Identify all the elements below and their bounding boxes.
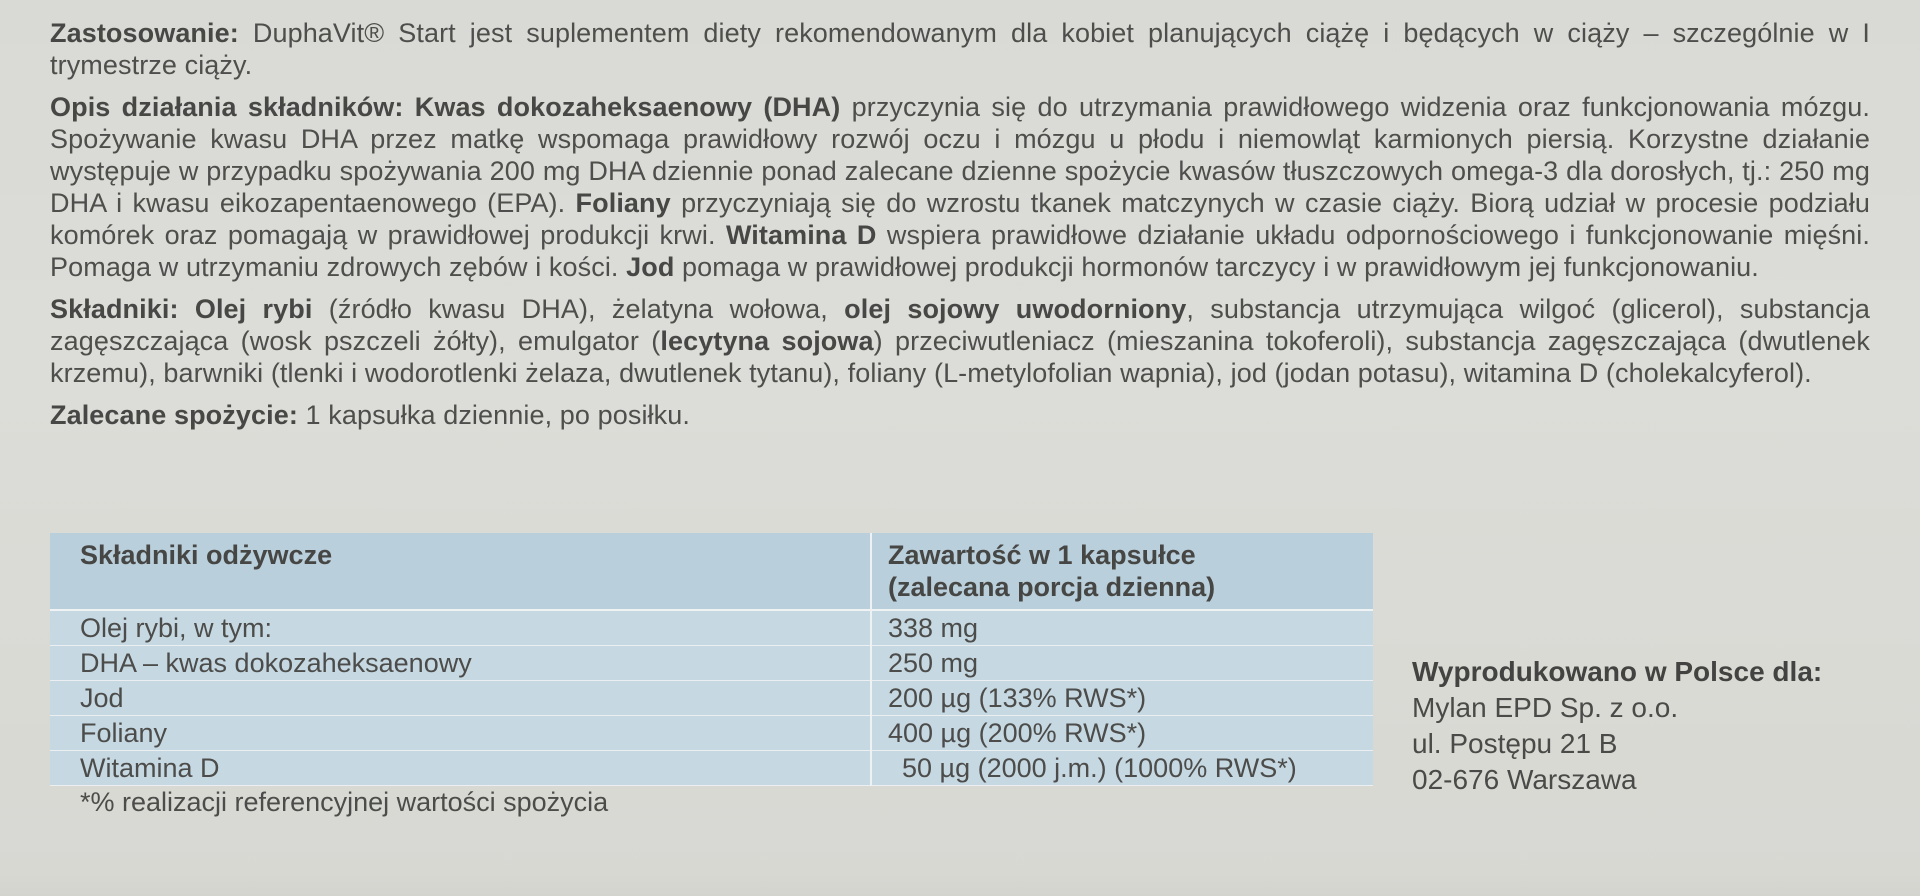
header-nutrients-label: Składniki odżywcze (80, 540, 333, 570)
lecytyna-label: lecytyna sojowa (660, 326, 874, 356)
header-content-line1: Zawartość w 1 kapsułce (888, 540, 1196, 570)
table-row (50, 751, 1373, 786)
row-value: 338 mg (871, 610, 1373, 646)
olej-sojowy-label: olej sojowy uwodorniony (844, 294, 1187, 324)
table-row (50, 610, 1373, 646)
row-name: Olej rybi, w tym: (50, 610, 871, 646)
row-value: 50 µg (2000 j.m.) (1000% RWS*) (871, 751, 1373, 786)
row-value: 250 mg (871, 646, 1373, 681)
skladniki-paragraph (50, 293, 1870, 389)
table-row (50, 716, 1373, 751)
zalecane-paragraph (50, 399, 1870, 431)
producer-line-3: 02-676 Warszawa (1412, 764, 1637, 795)
header-nutrients (50, 533, 871, 610)
row-value: 200 µg (133% RWS*) (871, 681, 1373, 716)
opis-text-3: wspiera prawidłowe działanie układu odpornościowego i funkcjonowanie mięśni. Pomaga w utrzymaniu zdrowych zębów i kości. (50, 220, 1870, 282)
zalecane-text: 1 kapsułka dziennie, po posiłku. (297, 400, 690, 430)
nutrition-table (50, 533, 1373, 786)
witamina-d-label: Witamina D (725, 220, 877, 250)
opis-paragraph (50, 91, 1870, 283)
zastosowanie-label: Zastosowanie: (50, 18, 239, 48)
header-content (871, 533, 1373, 610)
table-footnote: *% realizacji referencyjnej wartości spożycia (80, 787, 609, 817)
opis-text-4: pomaga w prawidłowej produkcji hormonów tarczycy i w prawidłowym jej funkcjonowaniu. (674, 252, 1759, 282)
producer-line-1: Mylan EPD Sp. z o.o. (1412, 692, 1679, 723)
table-header-row (50, 533, 1373, 610)
olej-rybi-label: Olej rybi (178, 294, 313, 324)
opis-label: Opis działania składników: Kwas dokozaheksaenowy (DHA) (50, 92, 841, 122)
opis-text-2: przyczyniają się do wzrostu tkanek matczynych w czasie ciąży. Biorą udział w procesie podziału komórek oraz pomagają w prawidłowej produkcji krwi. (50, 188, 1870, 250)
table-row (50, 681, 1373, 716)
package-edge (0, 872, 1920, 896)
leaflet-text (50, 17, 1870, 441)
header-content-line2: (zalecana porcja dzienna) (888, 572, 1216, 602)
zastosowanie-paragraph (50, 17, 1870, 81)
row-name: Witamina D (50, 751, 871, 786)
opis-text-1: przyczynia się do utrzymania prawidłowego widzenia oraz funkcjonowania mózgu. Spożywanie kwasu DHA przez matkę wspomaga prawidłowy rozwój oczu i mózgu u płodu i niemowląt karmionych piersią. Korzystne działanie występuje w przypadku spożywania 200 mg DHA dziennie ponad zalecane dzienne spożycie kwasów tłuszczowych omega-3 dla dorosłych, tj.: 250 mg DHA i kwasu eikozapentaenowego (EPA). (50, 92, 1871, 218)
row-name: Foliany (50, 716, 871, 751)
nutrition-table-wrap (50, 533, 1373, 786)
skladniki-text-2: , substancja utrzymująca wilgoć (glicerol), substancja zagęszczająca (wosk pszczeli żółty), emulgator ( (50, 294, 1870, 356)
skladniki-text-3: ) przeciwutleniacz (mieszanina tokoferoli), substancja zagęszczająca (dwutlenek krzemu), barwniki (tlenki i wodorotlenki żelaza, dwutlenek tytanu), foliany (L-metylofolian wapnia), jod (jodan potasu), witamina D (cholekalcyferol). (50, 326, 1870, 388)
table-row (50, 646, 1373, 681)
jod-label: Jod (626, 252, 675, 282)
foliany-label: Foliany (575, 188, 671, 218)
zastosowanie-text: DuphaVit® Start jest suplementem diety rekomendowanym dla kobiet planujących ciążę i będących w ciąży – szczególnie w I trymestrze ciąży. (50, 18, 1870, 80)
skladniki-label: Składniki: (50, 294, 179, 324)
skladniki-text-1: (źródło kwasu DHA), żelatyna wołowa, (312, 294, 845, 324)
row-name: DHA – kwas dokozaheksaenowy (50, 646, 871, 681)
row-name: Jod (50, 681, 871, 716)
producer-heading: Wyprodukowano w Polsce dla: (1412, 656, 1823, 687)
producer-line-2: ul. Postępu 21 B (1412, 728, 1618, 759)
producer-block (1412, 654, 1822, 798)
zalecane-label: Zalecane spożycie: (50, 400, 298, 430)
row-value: 400 µg (200% RWS*) (871, 716, 1373, 751)
